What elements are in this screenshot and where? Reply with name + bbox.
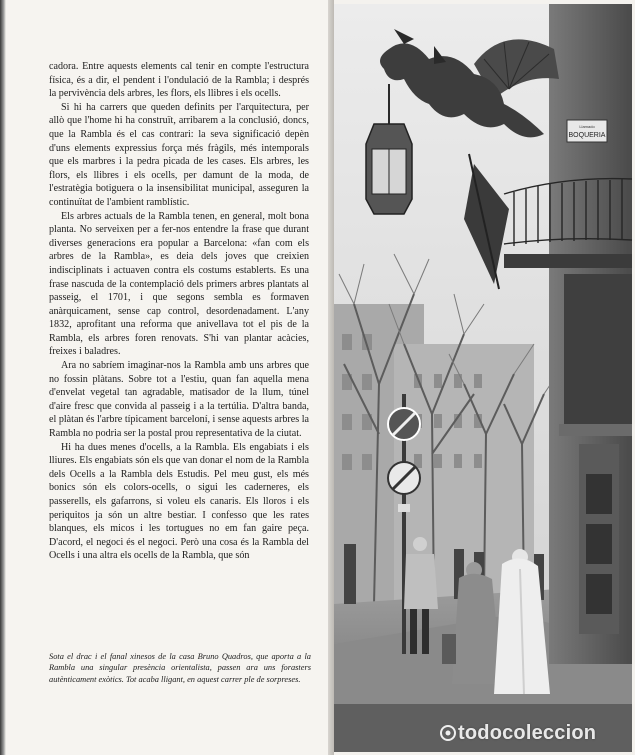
paragraph: Ara no sabríem imaginar-nos la Rambla amb uns arbres que no fossin plàtans. Sobre tot a l'estiu, quan fan aquella mena d'envelat vegetal tan agradable, matisador de la llum, túnel d'aire fresc que convida al passeig i a la tertúlia. D'altra banda, el plàtan és l'arbre típicament barceloní, i sense aquests arbres la Rambla no podria ser la postal prou representativa de la ciutat. xyxy=(49,360,309,440)
paragraph: Hi ha dues menes d'ocells, a la Rambla. Els engabiats i els lliures. Els engabiats són els que van donar el nom de la Rambla dels Ocells a la Rambla dels Estudis. Pel meu gust, els més bonics són els colors-ocells, o sigui les caderneres, els passerells, els gafarrons, si voleu els canaris. Els lloros i els periquitos ja són un altre bestiar. I confesso que les rates blanques, els micos i les tortugues no em fan gaire peça. D'acord, el negoci és el negoci. Però una cosa és la Rambla del Ocells i una altra els ocells de la Rambla, que són xyxy=(49,441,309,562)
watermark-text: todocoleccion xyxy=(458,722,597,744)
paragraph: Si hi ha carrers que queden definits per l'arquitectura, per allò que l'home hi ha construït, arribarem a la conclusió, doncs, que la Rambla és el cas contrari: la seva significació depèn d'uns elements expressius força més fràgils, més intemporals que els marbres i la pedra picada de les cases. Els arbres, les flors, els llibres i els ocells, per damunt de la moda, de l'estratègia botiguera o la insensibilitat municipal, asseguren la continuïtat de l'ambient ramblístic. xyxy=(49,101,309,208)
street-photograph xyxy=(334,4,632,752)
page-edge-shadow xyxy=(0,0,6,755)
paragraph: Els arbres actuals de la Rambla tenen, en general, molt bona planta. No serveixen per a fer-nos entendre la frase que durant diverses generacions era popular a Barcelona: «fan com els arbres de la Rambla», es deia dels joves que creixien indisciplinats i actuaven contra els costums establerts. Es una frase nascuda de la contemplació dels primers arbres plantats al passeig, el 1701, i que segons sembla es formaven anàrquicament, sense cap control, desordenadament. L'any 1832, aprofitant una reforma que anivellava tot el pis de la Rambla, els arbres foren renovats. S'hi van plantar acàcies, freixes i baladres. xyxy=(49,210,309,358)
street-sign-text: BOQUERIA xyxy=(568,132,606,139)
watermark-logo-icon xyxy=(440,725,456,741)
photo-caption: Sota el drac i el fanal xinesos de la casa Bruno Quadros, que aporta a la Rambla una singular presència orientalista, passen ara uns forasters autènticament exòtics. Tot acaba lligant, en aquest carrer ple de sorpreses. xyxy=(49,652,311,684)
paragraph: cadora. Entre aquests elements cal tenir en compte l'estructura física, és a dir, el pendent i l'ondulació de la Rambla; i després la pervivència dels arbres, les flors, els llibres i els ocells. xyxy=(49,61,309,100)
article-body xyxy=(49,60,309,563)
street-sign-small: Llamado xyxy=(579,124,595,129)
